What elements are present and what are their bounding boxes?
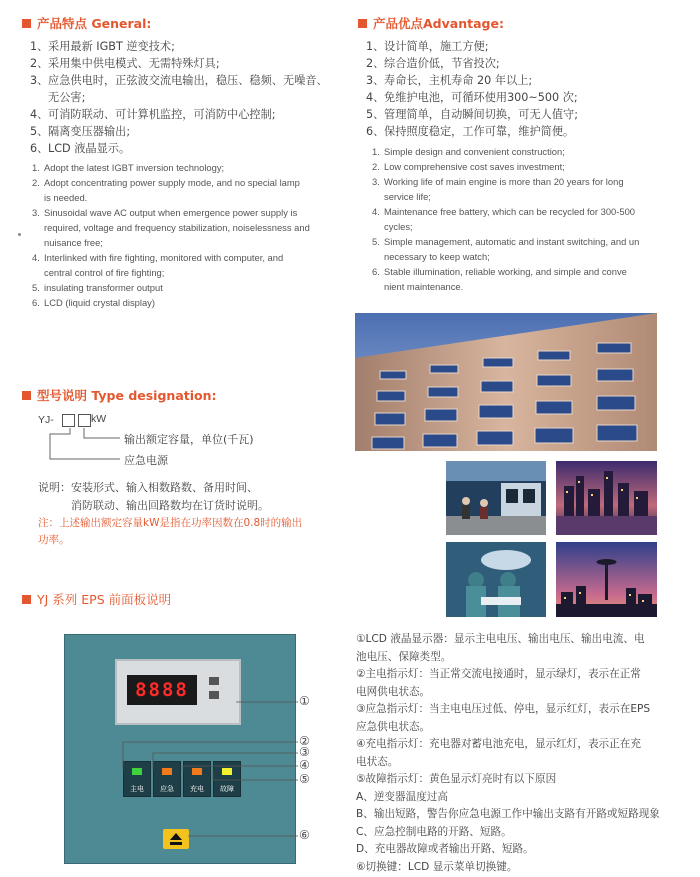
indicator-label: 充电 xyxy=(190,785,204,793)
description-line: ④充电指示灯：充电器对蓄电池充电，显示红灯，表示正在充 xyxy=(356,738,641,750)
indicator-label: 主电 xyxy=(130,785,144,793)
item-number: 6、 xyxy=(30,142,49,155)
item-number: 5. xyxy=(32,282,40,293)
item-number: 4. xyxy=(32,252,40,263)
item-number: 6、 xyxy=(366,125,385,138)
description-line: D、充电器故障或者输出开路、短路。 xyxy=(356,843,534,855)
item-text: central control of fire fighting; xyxy=(44,267,165,278)
item-text: cycles; xyxy=(384,221,413,232)
advantage-title: 产品优点Advantage: xyxy=(373,16,504,31)
model-prefix: YJ- xyxy=(38,414,54,426)
item-text: Maintenance free battery, which can be recycled for 300-500 xyxy=(384,206,636,217)
item-text: nient maintenance. xyxy=(384,281,464,292)
callout-marker-2: ② xyxy=(299,734,310,748)
item-number: 2、 xyxy=(366,57,385,70)
designation-line2: 应急电源 xyxy=(124,454,168,467)
item-text: Low comprehensive cost saves investment; xyxy=(384,161,565,172)
item-text: 设计简单，施工方便; xyxy=(384,40,489,53)
item-number: 4、 xyxy=(366,91,385,104)
item-number: 2、 xyxy=(30,57,49,70)
item-text: service life; xyxy=(384,191,431,202)
item-number: 5、 xyxy=(30,125,49,138)
model-suffix: kW xyxy=(91,413,107,425)
item-number: 5、 xyxy=(366,108,385,121)
indicator-label: 应急 xyxy=(160,785,174,793)
item-text: Working life of main engine is more than 20 years for long xyxy=(384,176,624,187)
item-text: 综合造价低，节省投次; xyxy=(384,57,500,70)
item-text: 免维护电池，可循环使用300~500 次; xyxy=(384,91,578,104)
item-number: 3. xyxy=(372,176,380,187)
callout-marker-1: ① xyxy=(299,694,310,708)
item-text: 寿命长，主机寿命 20 年以上; xyxy=(384,74,533,87)
description-line: 电网供电状态。 xyxy=(356,685,431,698)
item-text: Adopt concentrating power supply mode, and no special lamp xyxy=(44,177,300,188)
item-number: 1、 xyxy=(366,40,385,53)
item-text: 管理简单，自动瞬间切换，可无人值守; xyxy=(384,108,578,121)
description-line1: 说明：安装形式、输入相数路数、备用时间、 xyxy=(38,481,258,494)
description-line2: 消防联动、输出回路数均在订货时说明。 xyxy=(71,499,269,512)
item-number: 3、 xyxy=(366,74,385,87)
note-line1: 注：上述输出额定容量kW是指在功率因数在0.8时的输出 xyxy=(38,517,303,529)
item-text: Interlinked with fire fighting, monitored with computer, and xyxy=(44,252,284,263)
item-number: 2. xyxy=(32,177,40,188)
item-text: LCD 液晶显示。 xyxy=(48,142,131,155)
item-text: required, voltage and frequency stabilization, noiselessness and xyxy=(44,222,310,233)
item-text: Adopt the latest IGBT inversion technology; xyxy=(44,162,225,173)
item-text: LCD (liquid crystal display) xyxy=(44,297,155,308)
type-title: 型号说明 Type designation: xyxy=(37,388,217,403)
callout-marker-4: ④ xyxy=(299,758,310,772)
item-number: 1、 xyxy=(30,40,49,53)
description-line: A、逆变器温度过高 xyxy=(356,790,448,803)
item-number: 3. xyxy=(32,207,40,218)
note-line2: 功率。 xyxy=(38,534,70,546)
item-number: 6. xyxy=(372,266,380,277)
item-text: Simple management, automatic and instant switching, and un xyxy=(384,236,640,247)
item-number: 1. xyxy=(372,146,380,157)
item-number: 3、 xyxy=(30,74,49,87)
item-text: 保持照度稳定，工作可靠，维护简便。 xyxy=(384,125,575,138)
item-text: is needed. xyxy=(44,192,88,203)
callout-marker-3: ③ xyxy=(299,745,310,759)
item-text: 采用最新 IGBT 逆变技术; xyxy=(48,40,175,53)
item-text: 采用集中供电模式、无需特殊灯具; xyxy=(48,57,220,70)
item-number: 5. xyxy=(372,236,380,247)
item-text: insulating transformer output xyxy=(44,282,163,293)
description-line: B、输出短路，警告你应急电源工作中输出支路有开路或短路现象 xyxy=(356,808,660,820)
description-line: C、应急控制电路的开路、短路。 xyxy=(356,825,512,838)
description-line: 电状态。 xyxy=(356,755,399,768)
indicator-label: 故障 xyxy=(220,785,234,793)
general-title: 产品特点 General: xyxy=(37,16,152,31)
description-line: ⑥切换键：LCD 显示菜单切换键。 xyxy=(356,860,518,873)
item-number: 1. xyxy=(32,162,40,173)
item-text: Stable illumination, reliable working, and simple and conve xyxy=(384,266,627,277)
item-text: 无公害; xyxy=(48,91,86,104)
description-line: ⑤故障指示灯：黄色显示灯亮时有以下原因 xyxy=(356,773,557,785)
item-text: 可消防联动、可计算机监控，可消防中心控制; xyxy=(48,108,276,121)
item-text: 隔离变压器输出; xyxy=(48,125,131,138)
item-text: Sinusoidal wave AC output when emergence power supply is xyxy=(44,207,298,218)
item-text: 应急供电时，正弦波交流电输出，稳压、稳频、无噪音、 xyxy=(48,74,328,87)
panel-description xyxy=(356,631,696,876)
item-number: 6. xyxy=(32,297,40,308)
callout-marker-5: ⑤ xyxy=(299,772,310,786)
panel-title: YJ 系列 EPS 前面板说明 xyxy=(37,592,172,607)
description-line: ②主电指示灯：当正常交流电接通时，显示绿灯，表示在正常 xyxy=(356,668,641,680)
description-line: ①LCD 液晶显示器：显示主电电压、输出电压、输出电流、电 xyxy=(356,633,645,645)
item-number: 4. xyxy=(372,206,380,217)
description-line: ③应急指示灯：当主电电压过低、停电，显示红灯，表示在EPS xyxy=(356,703,651,715)
item-text: Simple design and convenient construction; xyxy=(384,146,565,157)
description-line: 池电压、保障类型。 xyxy=(356,650,452,663)
designation-line1: 输出额定容量，单位(千瓦) xyxy=(124,433,254,446)
callout-marker-6: ⑥ xyxy=(299,828,310,842)
lcd-display: 8888 xyxy=(127,675,197,705)
item-text: necessary to keep watch; xyxy=(384,251,490,262)
description-line: 应急供电状态。 xyxy=(356,720,431,733)
item-number: 4、 xyxy=(30,108,49,121)
item-text: nuisance free; xyxy=(44,237,103,248)
item-number: 2. xyxy=(372,161,380,172)
